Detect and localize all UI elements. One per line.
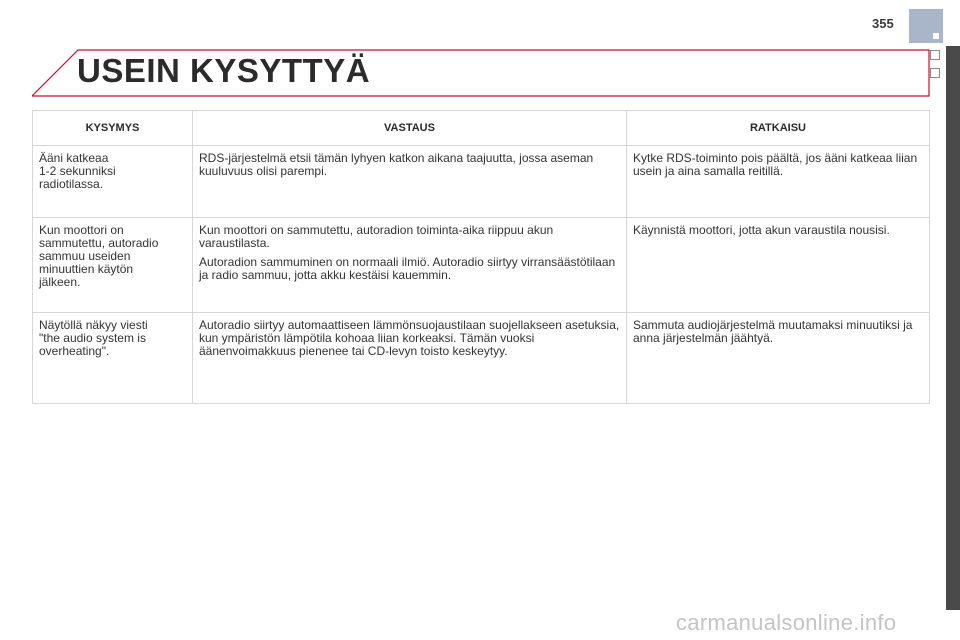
table-row xyxy=(33,146,930,218)
corner-tab xyxy=(909,9,943,43)
cell-question xyxy=(33,313,193,404)
cell-solution xyxy=(627,218,930,313)
page-number: 355 xyxy=(872,16,894,31)
answer-paragraph: Autoradion sammuminen on normaali ilmiö. Autoradio siirtyy virransäästötilaan ja radio sammuu, jotta akku kestäisi kauemmin. xyxy=(199,255,616,282)
cell-answer xyxy=(193,146,627,218)
question-line: sammuu useiden xyxy=(39,249,131,263)
answer-paragraph: RDS-järjestelmä etsii tämän lyhyen katkon aikana taajuutta, jossa aseman kuuluvuus olisi parempi. xyxy=(199,151,594,178)
table-row xyxy=(33,218,930,313)
question-line: 1-2 sekunniksi xyxy=(39,164,116,178)
side-box-top xyxy=(930,50,940,60)
cell-answer xyxy=(193,218,627,313)
side-box-bottom xyxy=(930,68,940,78)
answer-paragraph: Autoradio siirtyy automaattiseen lämmönsuojaustilaan suojellakseen asetuksia, kun ympäristön lämpötila kohoaa liian korkeaksi. Tämän vuoksi äänenvoimakkuus pienenee tai CD-levyn toisto keskeytyy. xyxy=(199,318,620,358)
question-line: sammutettu, autoradio xyxy=(39,236,159,250)
solution-paragraph: Kytke RDS-toiminto pois päältä, jos ääni katkeaa liian usein ja aina samalla reitillä. xyxy=(633,151,918,178)
question-line: jälkeen. xyxy=(39,275,81,289)
table-header-row xyxy=(33,111,930,146)
question-line: Ääni katkeaa xyxy=(39,151,109,165)
cell-solution xyxy=(627,146,930,218)
question-line: "the audio system is xyxy=(39,331,146,345)
corner-tab-mark xyxy=(933,33,939,39)
table-row xyxy=(33,313,930,404)
watermark: carmanualsonline.info xyxy=(676,610,897,635)
question-line: Kun moottori on xyxy=(39,223,124,237)
solution-paragraph: Sammuta audiojärjestelmä muutamaksi minuutiksi ja anna järjestelmän jäähtyä. xyxy=(633,318,913,345)
faq-table xyxy=(32,110,930,404)
header-solution: RATKAISU xyxy=(627,111,930,146)
question-line: radiotilassa. xyxy=(39,177,104,191)
cell-answer xyxy=(193,313,627,404)
header-answer: VASTAUS xyxy=(193,111,627,146)
solution-paragraph: Käynnistä moottori, jotta akun varaustila nousisi. xyxy=(633,223,890,237)
cell-solution xyxy=(627,313,930,404)
header-question: KYSYMYS xyxy=(33,111,193,146)
cell-question xyxy=(33,218,193,313)
answer-paragraph: Kun moottori on sammutettu, autoradion toiminta-aika riippuu akun varaustilasta. xyxy=(199,223,554,250)
question-line: minuuttien käytön xyxy=(39,262,134,276)
page-title: USEIN KYSYTTYÄ xyxy=(77,52,371,89)
question-line: Näytöllä näkyy viesti xyxy=(39,318,148,332)
side-bar xyxy=(946,46,960,610)
cell-question xyxy=(33,146,193,218)
question-line: overheating". xyxy=(39,344,110,358)
